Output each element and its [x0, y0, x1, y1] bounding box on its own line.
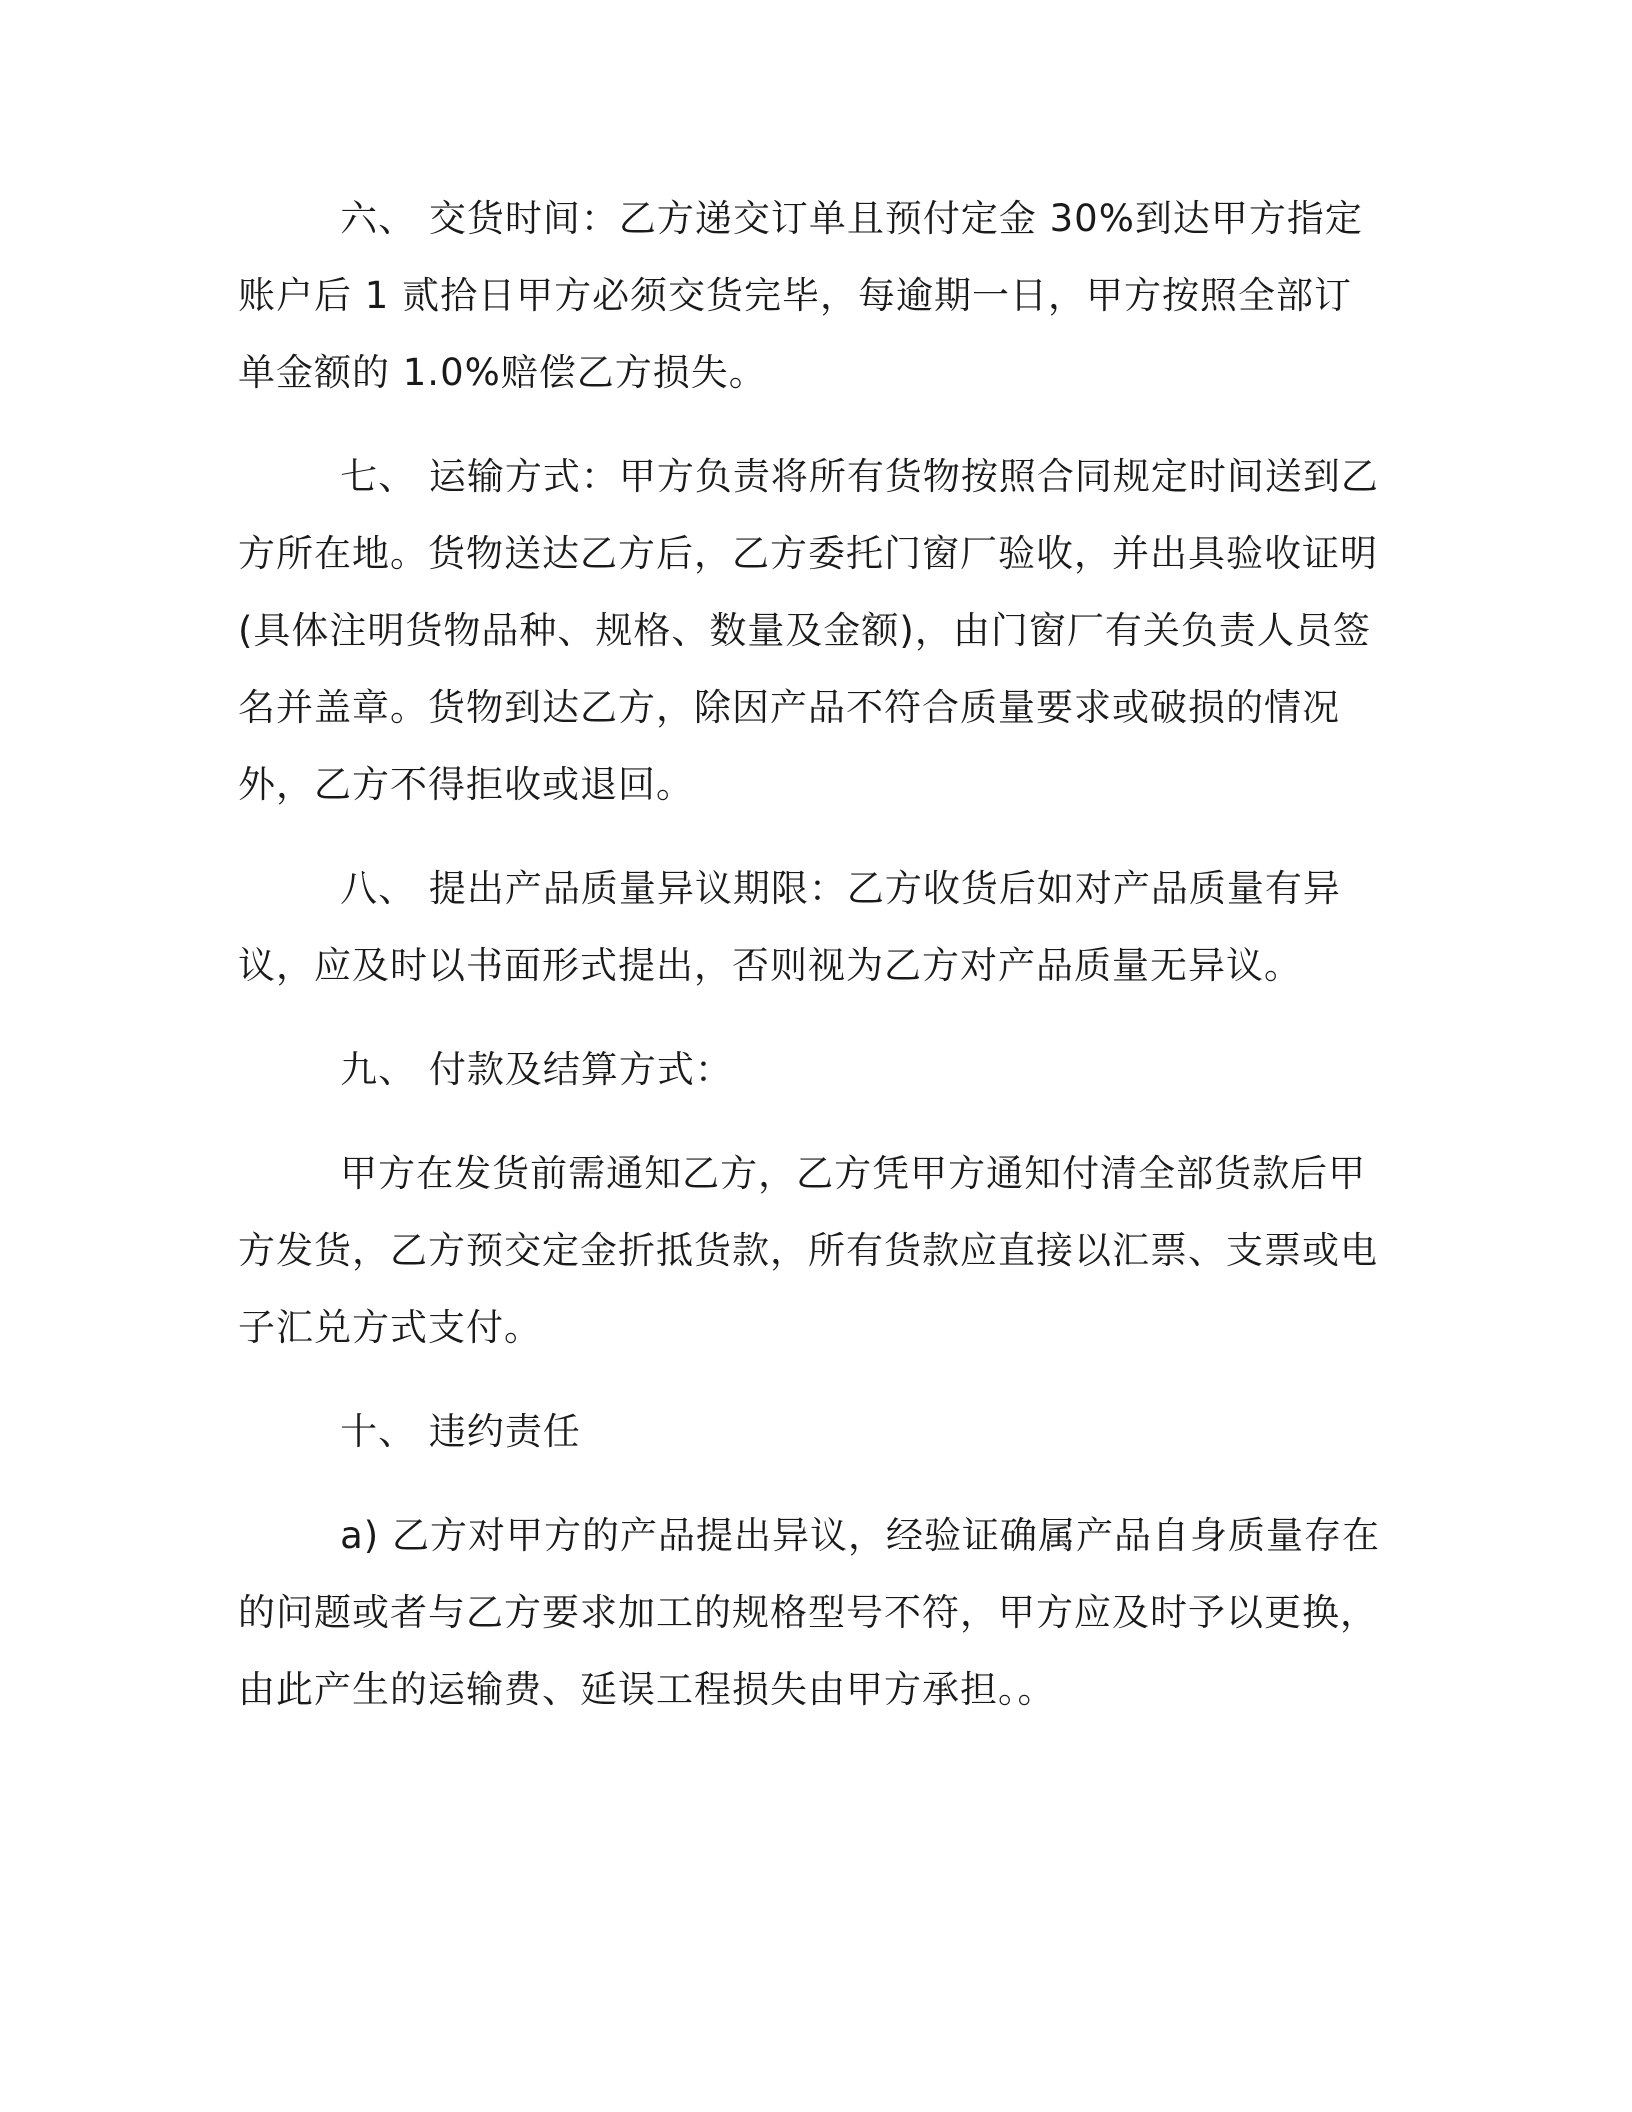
paragraph-gap — [238, 823, 1388, 850]
paragraph-gap — [238, 1108, 1388, 1135]
paragraph-gap — [238, 1470, 1388, 1497]
section-10-heading-liability: 十、 违约责任 — [238, 1410, 581, 1453]
section-6-delivery-time: 六、 交货时间：乙方递交订单且预付定金 30%到达甲方指定账户后 1 贰拾日甲方必须交货完毕，每逾期一日，甲方按照全部订单金额的 1.0%赔偿乙方损失。 — [238, 197, 1363, 394]
section-7-transport-method: 七、 运输方式：甲方负责将所有货物按照合同规定时间送到乙方所在地。货物送达乙方后，乙方委托门窗厂验收，并出具验收证明(具体注明货物品种、规格、数量及金额)，由门窗厂有关负责人员签名并盖章。货物到达乙方，除因产品不符合质量要求或破损的情况外，乙方不得拒收或退回。 — [238, 455, 1379, 806]
section-10-clause-a: a) 乙方对甲方的产品提出异议，经验证确属产品自身质量存在的问题或者与乙方要求加工的规格型号不符，甲方应及时予以更换，由此产生的运输费、延误工程损失由甲方承担。。 — [238, 1514, 1380, 1711]
document-body — [238, 180, 1388, 1728]
paragraph-gap — [238, 411, 1388, 438]
paragraph-gap — [238, 1366, 1388, 1393]
section-9-payment-body: 甲方在发货前需通知乙方，乙方凭甲方通知付清全部货款后甲方发货，乙方预交定金折抵货款，所有货款应直接以汇票、支票或电子汇兑方式支付。 — [238, 1152, 1378, 1349]
paragraph-gap — [238, 1004, 1388, 1031]
section-9-heading-payment: 九、 付款及结算方式： — [238, 1048, 733, 1091]
section-8-quality-objection: 八、 提出产品质量异议期限：乙方收货后如对产品质量有异议，应及时以书面形式提出，否则视为乙方对产品质量无异议。 — [238, 867, 1341, 987]
